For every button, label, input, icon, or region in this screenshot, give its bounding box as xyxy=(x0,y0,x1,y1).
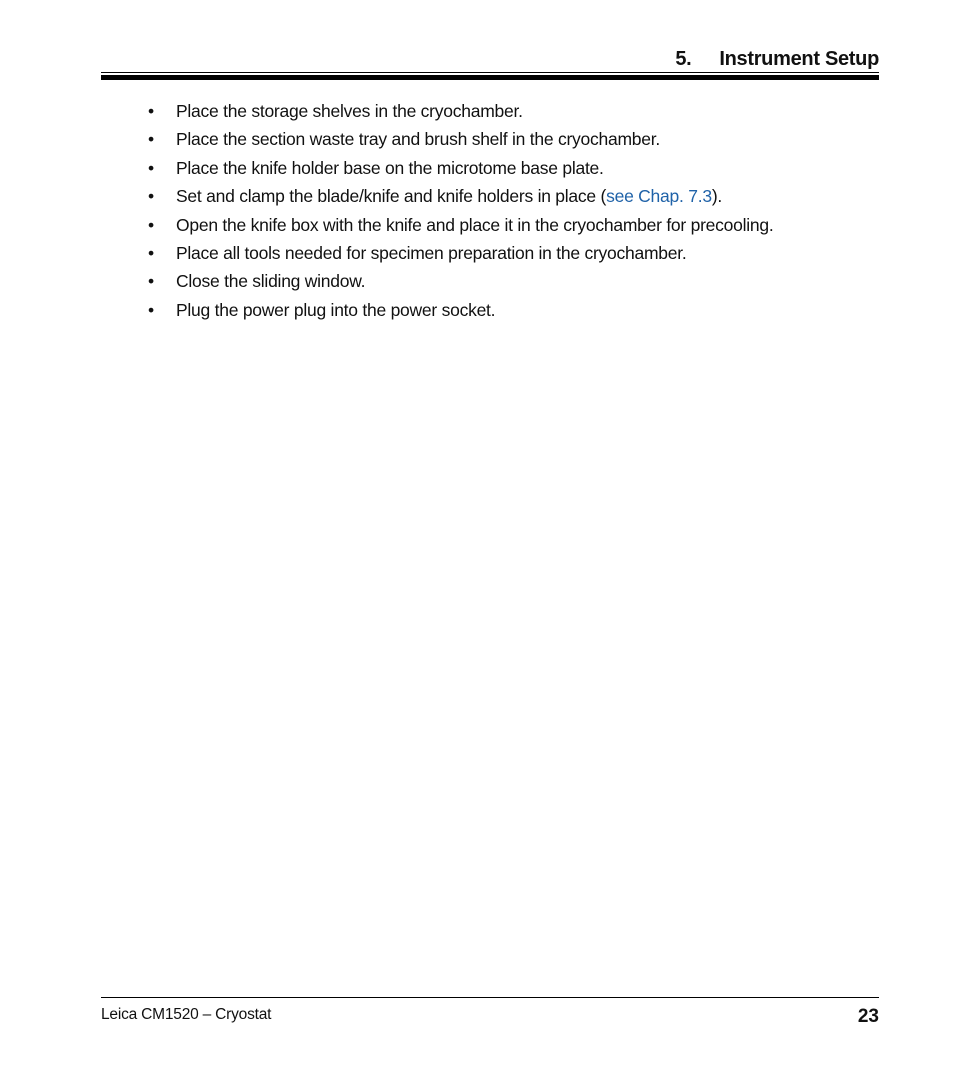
list-item xyxy=(148,267,773,295)
bullet-icon: • xyxy=(148,129,154,150)
bullet-icon: • xyxy=(148,271,154,292)
chapter-7-3-link[interactable]: see Chap. 7.3 xyxy=(606,186,712,207)
page-header xyxy=(101,44,879,82)
bullet-icon: • xyxy=(148,299,154,320)
list-item-text: Place all tools needed for specimen preparation in the cryochamber. xyxy=(176,242,687,263)
footer-rule xyxy=(101,997,879,998)
list-item xyxy=(148,125,773,153)
list-item xyxy=(148,296,773,324)
list-item-text: Place the section waste tray and brush shelf in the cryochamber. xyxy=(176,129,660,150)
bullet-icon: • xyxy=(148,242,154,263)
list-item-text-after: ). xyxy=(711,186,723,207)
list-item-text: Open the knife box with the knife and place it in the cryochamber for precooling. xyxy=(176,214,774,235)
list-item xyxy=(148,154,773,182)
list-item-text: Place the knife holder base on the microtome base plate. xyxy=(176,157,604,178)
bullet-icon: • xyxy=(148,157,154,178)
footer-product: Leica CM1520 – Cryostat xyxy=(101,1006,272,1023)
list-item-text: Plug the power plug into the power socket. xyxy=(176,299,496,320)
list-item xyxy=(148,182,773,210)
bullet-icon: • xyxy=(148,186,154,207)
list-item-text: Close the sliding window. xyxy=(176,271,366,292)
chapter-heading xyxy=(675,48,879,71)
bullet-icon: • xyxy=(148,214,154,235)
chapter-title: Instrument Setup xyxy=(719,48,879,70)
header-rule-thin xyxy=(101,72,879,73)
list-item-text: Set and clamp the blade/knife and knife holders in place ( xyxy=(176,186,607,207)
page-number: 23 xyxy=(857,1006,879,1027)
header-rule-thick xyxy=(101,75,879,80)
setup-steps-list xyxy=(148,97,773,324)
chapter-number: 5. xyxy=(675,48,692,70)
list-item xyxy=(148,239,773,267)
bullet-icon: • xyxy=(148,101,154,121)
list-item xyxy=(148,97,773,125)
list-item-text: Place the storage shelves in the cryochamber. xyxy=(176,101,523,121)
list-item xyxy=(148,211,773,239)
